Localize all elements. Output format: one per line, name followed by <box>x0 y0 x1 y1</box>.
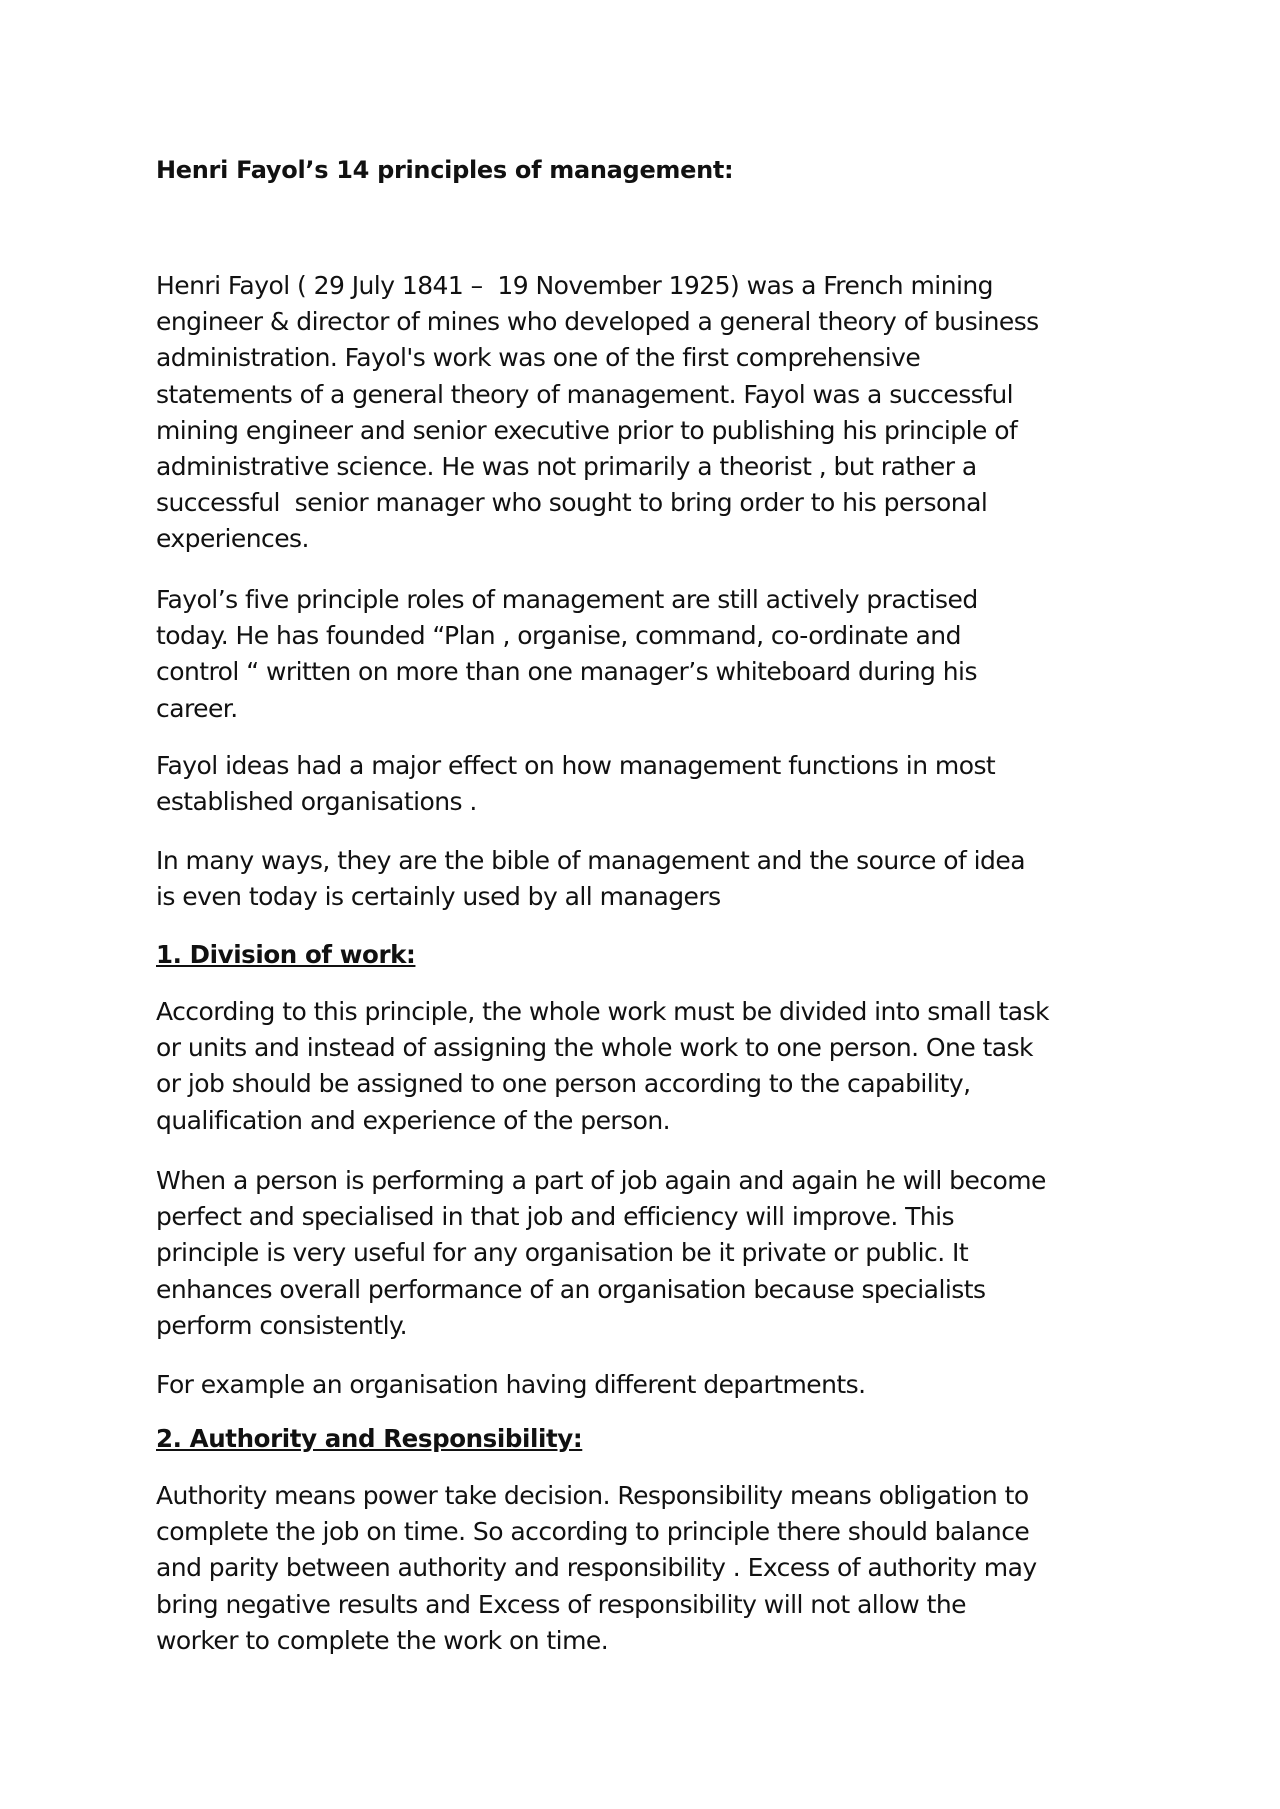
section-heading-division-of-work: 1. Division of work: <box>156 940 416 969</box>
text-line: successful senior manager who sought to bring order to his personal <box>156 488 988 518</box>
intro-paragraph-roles <box>156 582 978 727</box>
text-line: worker to complete the work on time. <box>156 1625 609 1655</box>
text-line: career. <box>156 693 238 723</box>
document-title: Henri Fayol’s 14 principles of management: <box>156 156 734 184</box>
text-line: experiences. <box>156 524 309 554</box>
text-line: Authority means power take decision. Responsibility means obligation to <box>156 1481 1029 1510</box>
text-line: bring negative results and Excess of responsibility will not allow the <box>156 1589 966 1619</box>
section-2-paragraph-1 <box>156 1478 1037 1659</box>
text-line: According to this principle, the whole work must be divided into small task <box>156 997 1049 1026</box>
text-line: qualification and experience of the person. <box>156 1105 671 1135</box>
text-line: perfect and specialised in that job and efficiency will improve. This <box>156 1202 955 1232</box>
text-line: today. He has founded “Plan , organise, command, co-ordinate and <box>156 621 961 651</box>
text-line: perform consistently. <box>156 1310 408 1340</box>
text-line: complete the job on time. So according to principle there should balance <box>156 1517 1030 1547</box>
intro-paragraph-biography <box>156 268 1039 558</box>
section-1-paragraph-2 <box>156 1163 1046 1344</box>
text-line: administrative science. He was not primarily a theorist , but rather a <box>156 451 977 481</box>
section-heading-authority-and-responsibility: 2. Authority and Responsibility: <box>156 1424 583 1453</box>
text-line: principle is very useful for any organisation be it private or public. It <box>156 1238 969 1268</box>
text-line: established organisations . <box>156 787 477 817</box>
text-line: mining engineer and senior executive prior to publishing his principle of <box>156 415 1018 445</box>
text-line: or units and instead of assigning the whole work to one person. One task <box>156 1033 1033 1063</box>
text-line: enhances overall performance of an organisation because specialists <box>156 1274 986 1304</box>
text-line: statements of a general theory of management. Fayol was a successful <box>156 379 1014 409</box>
intro-paragraph-effect <box>156 748 995 820</box>
text-line: and parity between authority and responsibility . Excess of authority may <box>156 1553 1037 1583</box>
text-line: Fayol’s five principle roles of management are still actively practised <box>156 585 978 614</box>
text-line: Fayol ideas had a major effect on how management functions in most <box>156 751 996 780</box>
text-line: is even today is certainly used by all managers <box>156 882 721 912</box>
text-line: engineer & director of mines who developed a general theory of business <box>156 307 1039 337</box>
text-line: For example an organisation having different departments. <box>156 1370 866 1399</box>
text-line: In many ways, they are the bible of management and the source of idea <box>156 846 1025 875</box>
text-line: or job should be assigned to one person according to the capability, <box>156 1069 971 1099</box>
text-line: When a person is performing a part of job again and again he will become <box>156 1166 1046 1195</box>
text-line: control “ written on more than one manager’s whiteboard during his <box>156 657 977 687</box>
section-1-paragraph-1 <box>156 994 1049 1139</box>
intro-paragraph-bible <box>156 843 1025 915</box>
text-line: Henri Fayol ( 29 July 1841 – 19 November 1925) was a French mining <box>156 271 994 300</box>
section-1-paragraph-3 <box>156 1367 866 1403</box>
text-line: administration. Fayol's work was one of the first comprehensive <box>156 343 921 373</box>
